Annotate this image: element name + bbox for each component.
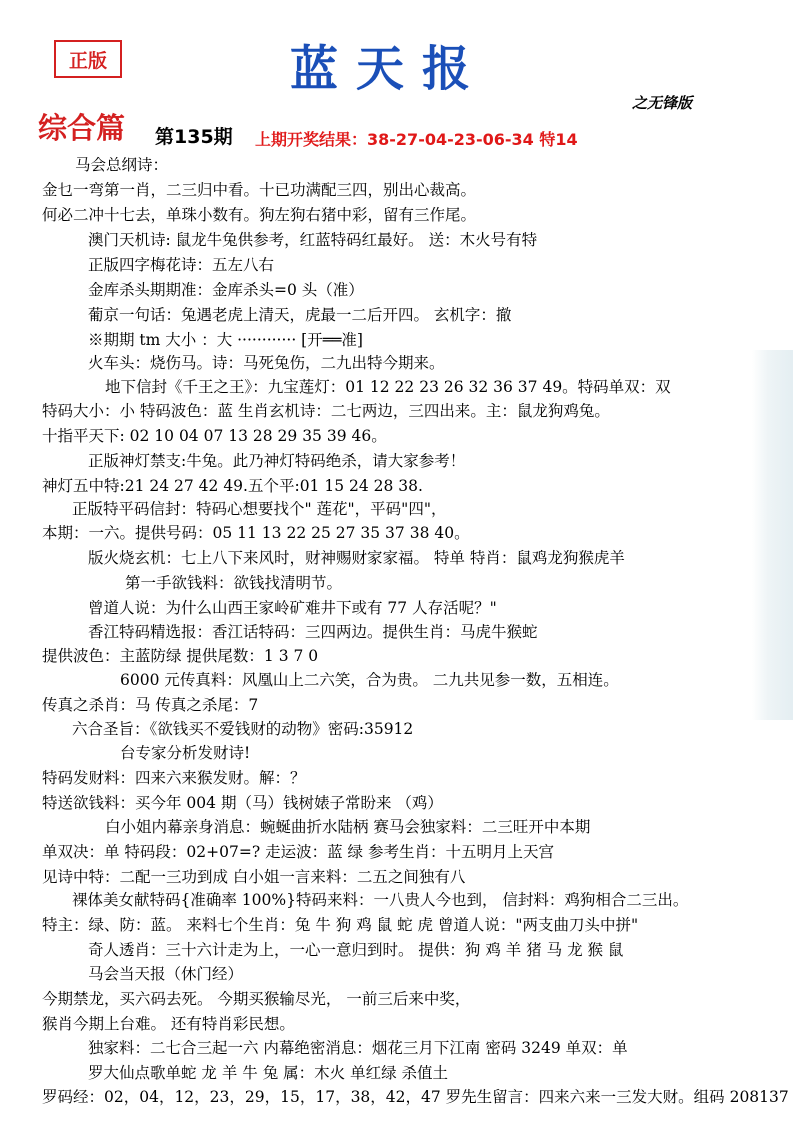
- issue-number: 第135期: [155, 126, 233, 148]
- body-line: 传真之杀肖：马 传真之杀尾：7: [42, 696, 259, 714]
- body-line: 版火烧玄机：七上八下来风时，财神赐财家家福。 特单 特肖：鼠鸡龙狗猴虎羊: [88, 549, 625, 567]
- body-line: 特码发财料：四来六来猴发财。解：？: [42, 769, 306, 787]
- body-line: 罗大仙点歌单蛇 龙 羊 牛 兔 属：木火 单红绿 杀值土: [88, 1064, 448, 1082]
- body-line: 台专家分析发财诗!: [120, 744, 251, 762]
- body-line: 正版特平码信封：特码心想要找个" 莲花"，平码"四"，: [72, 500, 447, 518]
- body-line: 神灯五中特:21 24 27 42 49.五个平:01 15 24 28 38.: [42, 477, 423, 495]
- body-line: 特主：绿、防：蓝。 来料七个生肖：兔 牛 狗 鸡 鼠 蛇 虎 曾道人说："两支曲刀头中拼": [42, 916, 639, 934]
- body-line: ※期期 tm 大小 ：大 ············ [开══准]: [88, 331, 363, 349]
- body-line: 裸体美女献特码{准确率 100%}特码来料：一八贵人今也到， 信封料：鸡狗相合二三出。: [72, 891, 689, 909]
- body-line: 正版神灯禁支:牛兔。此乃神灯特码绝杀，请大家参考！: [88, 452, 466, 470]
- newspaper-title: 蓝天报: [290, 41, 489, 97]
- body-line: 奇人透肖：三十六计走为上，一心一意归到时。 提供：狗 鸡 羊 猪 马 龙 猴 鼠: [88, 941, 624, 959]
- results-label: 上期开奖结果：: [255, 130, 368, 149]
- body-line: 白小姐内幕亲身消息：蜿蜒曲折水陆柄 赛马会独家料：二三旺开中本期: [105, 818, 591, 836]
- body-line: 马会当天报（休门经）: [88, 965, 244, 983]
- body-line: 香江特码精选报：香江话特码：三四两边。提供生肖：马虎牛猴蛇: [88, 623, 538, 641]
- body-line: 提供波色：主蓝防绿 提供尾数：1 3 7 0: [42, 647, 319, 665]
- section-heading: 综合篇: [38, 111, 126, 145]
- body-line: 曾道人说：为什么山西王家岭矿难井下或有 77 人存活呢？": [88, 599, 497, 617]
- body-line: 火车头：烧伤马。诗：马死兔伤，二九出特今期来。: [88, 354, 445, 372]
- body-line: 独家料：二七合三起一六 内幕绝密消息：烟花三月下江南 密码 3249 单双：单: [88, 1039, 628, 1057]
- body-line: 十指平天下: 02 10 04 07 13 28 29 35 39 46。: [42, 427, 387, 445]
- body-line: 金库杀头期期准：金库杀头=0 头（准）: [88, 281, 364, 299]
- body-line: 何必二冲十七去，单珠小数有。狗左狗右猪中彩，留有三作尾。: [42, 206, 477, 224]
- body-line: 特送欲钱料：买今年 004 期（马）钱树婊子常盼来 （鸡）: [42, 794, 443, 812]
- body-line: 今期禁龙，买六码去死。 今期买猴输尽光， 一前三后来中奖，: [42, 990, 471, 1008]
- results-numbers: 38-27-04-23-06-34 特14: [367, 130, 578, 149]
- genuine-badge: 正版: [54, 40, 122, 78]
- body-line: 罗码经：02，04，12，23，29，15，17，38，42，47 罗先生留言：四来六来一三发大财。组码 208137: [42, 1088, 789, 1106]
- edition-label: 之无锋版: [632, 94, 693, 112]
- body-line: 金乜一弯第一肖，二三归中看。十已功满配三四，别出心裁高。: [42, 181, 477, 199]
- body-line: 猴肖今期上台难。 还有特肖彩民想。: [42, 1015, 295, 1033]
- body-line: 正版四字梅花诗：五左八右: [88, 256, 275, 274]
- body-line: 六合圣旨：《欲钱买不爱钱财的动物》密码:35912: [72, 720, 414, 738]
- body-line: 马会总纲诗：: [75, 156, 169, 174]
- body-line: 第一手欲钱料：欲钱找清明节。: [125, 574, 343, 592]
- body-line: 单双决：单 特码段：02+07=? 走运波：蓝 绿 参考生肖：十五明月上天宫: [42, 843, 554, 861]
- body-line: 澳门天机诗: 鼠龙牛兔供参考，红蓝特码红最好。 送：木火号有特: [88, 231, 538, 249]
- body-line: 6000 元传真料：风凰山上二六笑，合为贵。 二九共见参一数，五相连。: [120, 671, 619, 689]
- body-line: 见诗中特：二配一三功到成 白小姐一言来料：二五之间独有八: [42, 868, 466, 886]
- body-line: 本期：一六。提供号码：05 11 13 22 25 27 35 37 38 40。: [42, 524, 470, 542]
- body-line: 特码大小：小 特码波色：蓝 生肖玄机诗：二七两边，三四出来。主：鼠龙狗鸡兔。: [42, 402, 610, 420]
- body-line: 地下信封《千王之王》：九宝莲灯：01 12 22 23 26 32 36 37 49。特码单双：双: [105, 378, 671, 396]
- body-line: 葡京一句话：兔遇老虎上清天，虎最一二后开四。 玄机字：撤: [88, 306, 512, 324]
